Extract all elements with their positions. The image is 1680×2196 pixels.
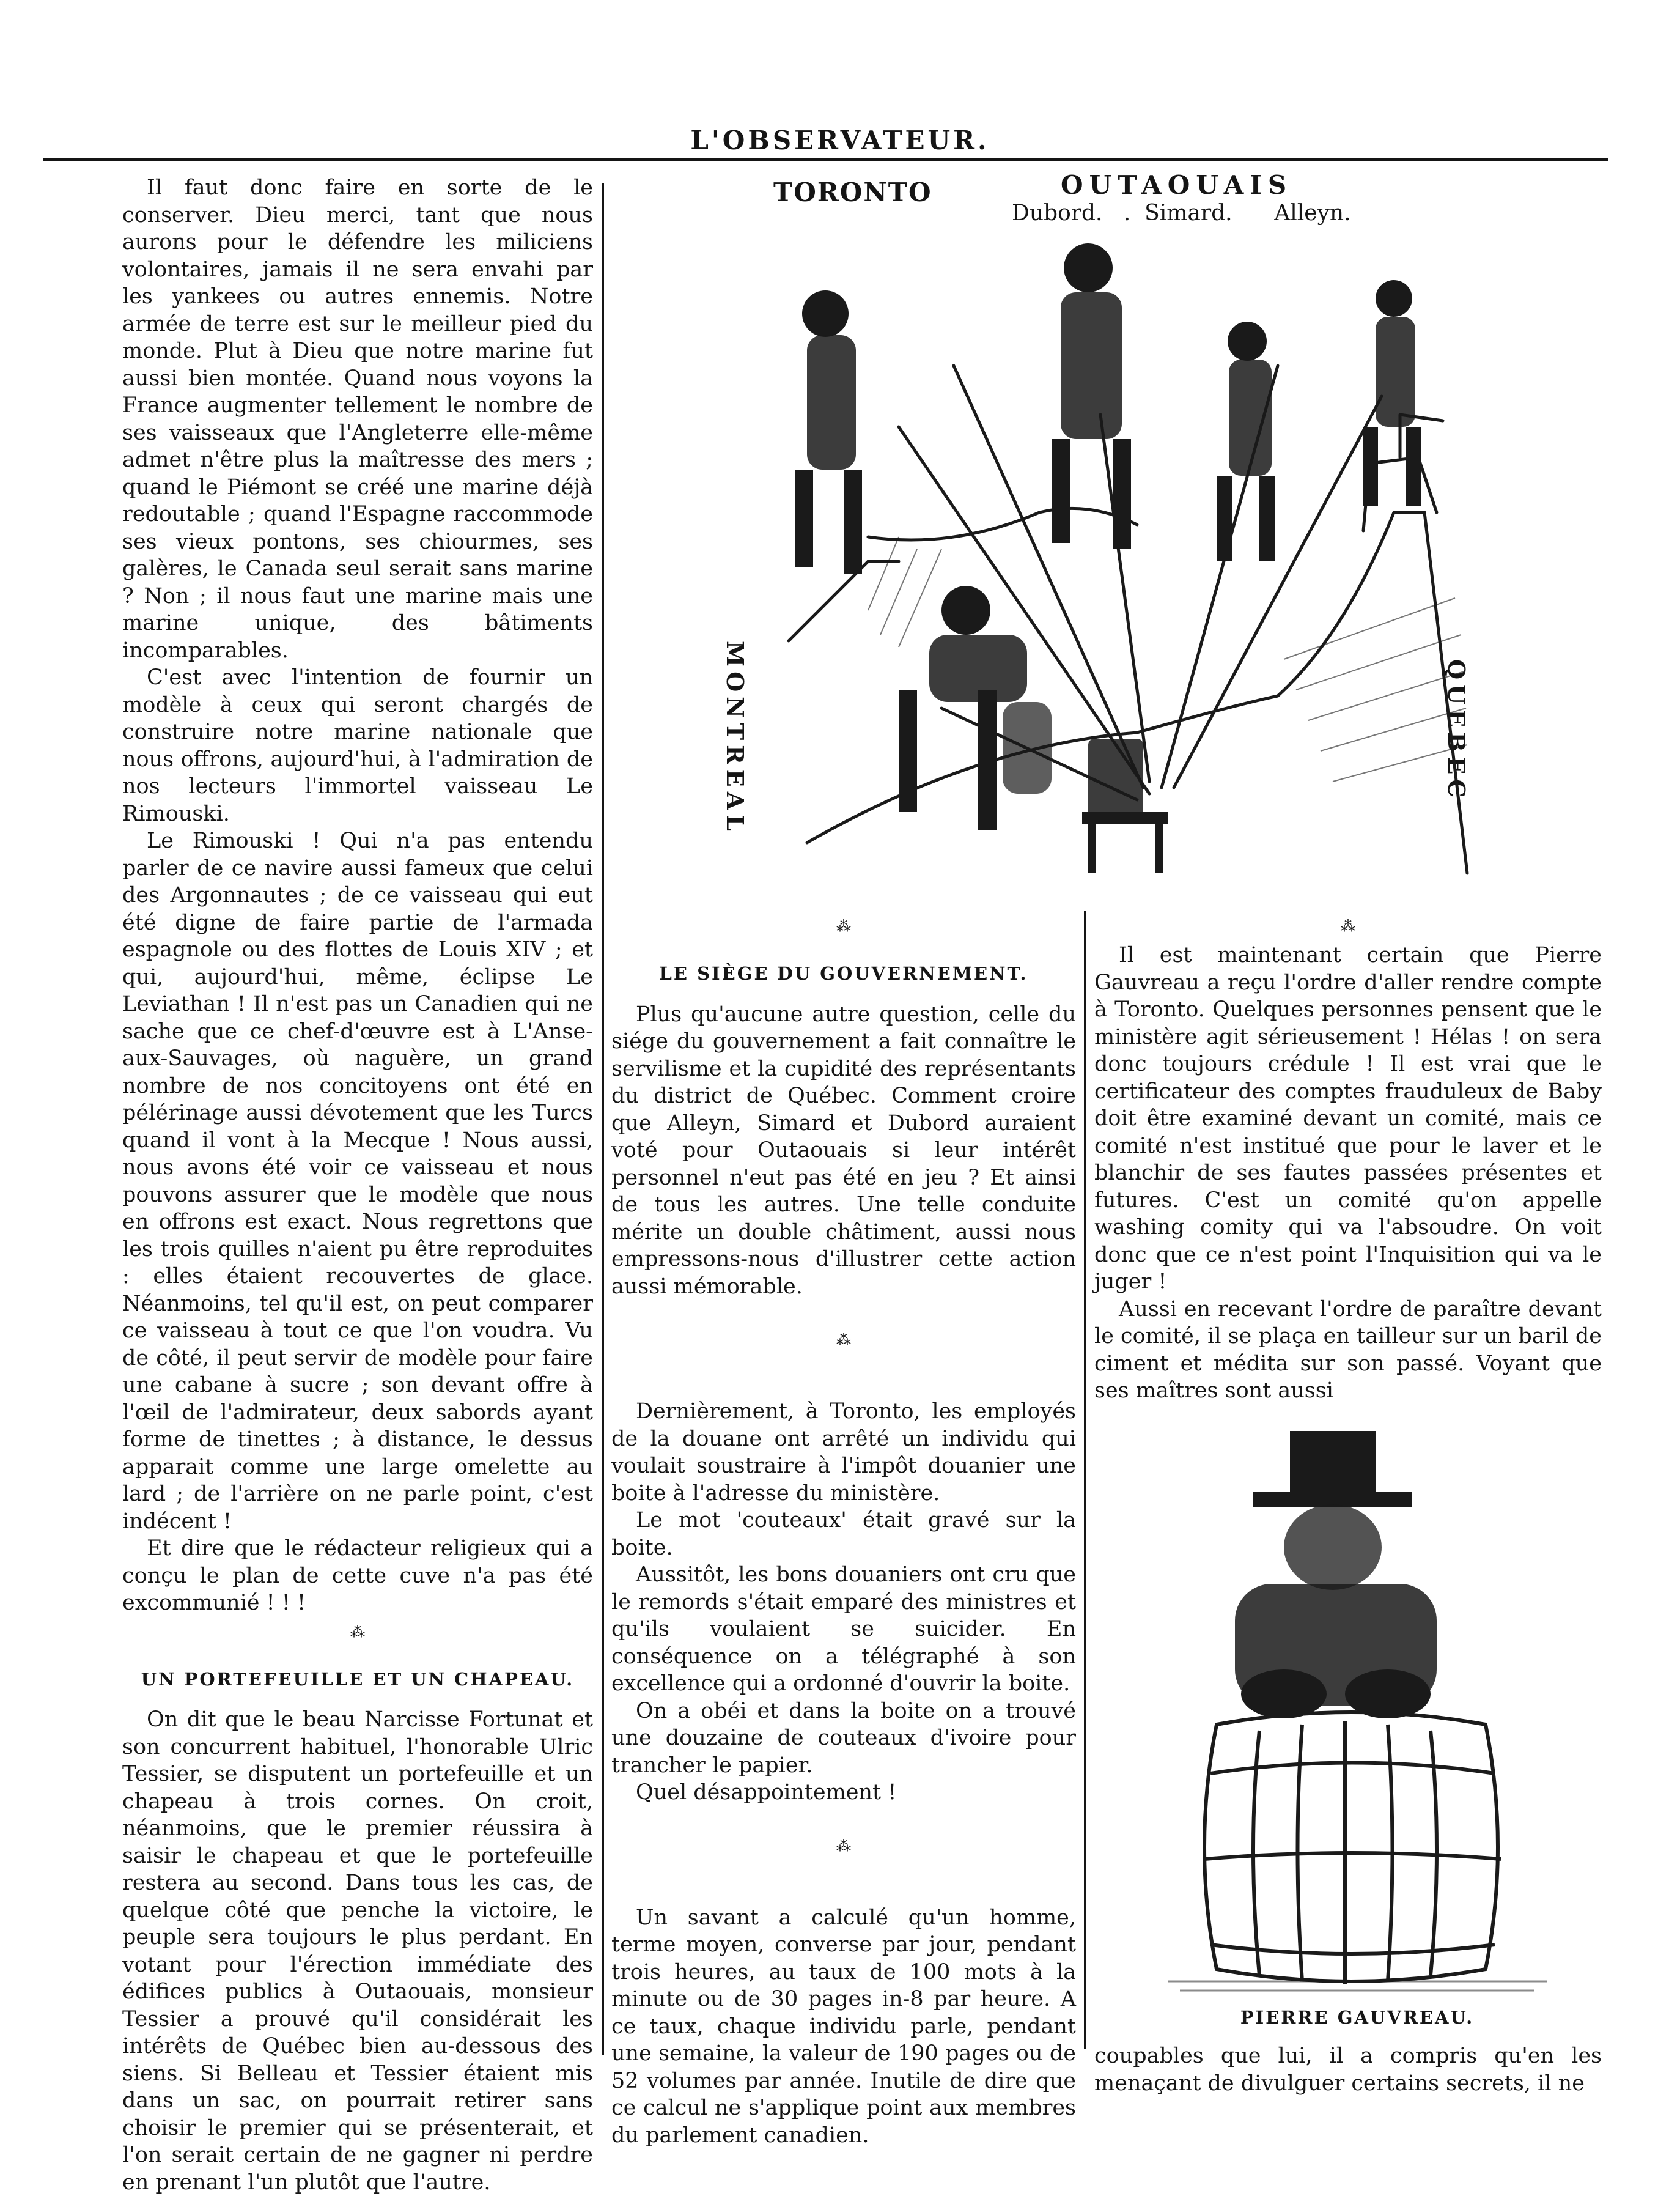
section-separator: ⁂ [836, 918, 851, 935]
paragraph: Aussi en recevant l'ordre de paraître devant le comité, il se plaça en tailleur sur un baril de ciment et médita sur son passé. Voyant que ses maîtres sont aussi [1094, 1296, 1602, 1403]
paragraph: Plus qu'aucune autre question, celle du siége du gouvernement a fait connaître le servilisme et la cupidité des représentants du district de Québec. Comment croire que Alleyn, Simard et Dubord auraient voté pour Outaouais si leur intérêt personnel n'eut pas été en jeu ? Et ainsi de tous les autres. Une telle conduite mérite un double châtiment, aussi nous empressons-nous d'illustrer cette action aussi mémorable. [611, 1002, 1076, 1299]
column-right-continued [1094, 2043, 1602, 2097]
section-separator: ⁂ [836, 1837, 851, 1855]
column-left [122, 174, 593, 2196]
label-quebec: QUEBEC [1443, 659, 1470, 803]
paragraph: Et dire que le rédacteur religieux qui a conçu le plan de cette cuve n'a pas été excommunié ! ! ! [122, 1536, 593, 1615]
column-rule-left [602, 183, 604, 2055]
column-rule-right [1084, 911, 1086, 2049]
cartoon-seat-of-government [611, 170, 1602, 898]
section-heading: UN PORTEFEUILLE ET UN CHAPEAU. [141, 1668, 575, 1690]
section-heading: LE SIÈGE DU GOUVERNEMENT. [659, 963, 1028, 984]
barrel-drawing [1143, 1419, 1571, 1994]
section-separator: ⁂ [350, 1623, 365, 1641]
masthead-title: L'OBSERVATEUR. [690, 125, 990, 155]
label-toronto: TORONTO [773, 177, 932, 207]
paragraph: Le Rimouski ! Qui n'a pas entendu parler de ce navire aussi fameux que celui des Argonnautes ; de ce vaisseau qui eut été digne de faire partie de l'armada espagnole ou des flottes de Louis XIV ; et qui, aujourd'hui, même, éclipse Le Leviathan ! Il n'est pas un Canadien qui ne sache que ce chef-d'œuvre est à L'Anse-aux-Sauvages, où naguère, un grand nombre de nos concitoyens ont été en pélérinage aussi dévotement que les Turcs quand il vont à la Mecque ! Nous aussi, nous avons été voir ce vaisseau et nous pouvons assurer que le modèle que nous en offrons est exact. Nous regrettons que les trois quilles n'aient pu être reproduites : elles étaient recouvertes de glace. Néanmoins, tel qu'il est, on peut comparer ce vaisseau à tout ce que l'on voudra. Vu de côté, il peut servir de modèle pour faire une cabane à sucre ; son devant offre à l'œil de l'admirateur, deux sabords ayant forme de tinettes ; à distance, le dessus apparait comme une large omelette au lard ; de l'arrière on ne parle point, c'est indécent ! [122, 829, 593, 1534]
paragraph: Aussitôt, les bons douaniers ont cru que le remords s'était emparé des ministres et qu'ils voulaient se suicider. En conséquence on a télégraphé à son excellence qui a ordonné d'ouvrir la boite. [611, 1562, 1076, 1696]
figure-caption: PIERRE GAUVREAU. [1240, 2007, 1475, 2028]
illustration-man-on-barrel [1143, 1419, 1571, 1994]
column-right [1094, 917, 1602, 1405]
column-middle [611, 917, 1076, 2149]
paragraph: Il est maintenant certain que Pierre Gauvreau a reçu l'ordre d'aller rendre compte à Toronto. Quelques personnes pensent que le ministère agit sérieusement ! Hélas ! on sera donc toujours crédule ! Il est vrai que le certificateur des comptes frauduleux de Baby doit être examiné devant un comité, mais ce comité n'est institué que pour le laver et le blanchir de ses fautes passées présentes et futures. C'est un comité qu'on appelle washing comity qui va l'absoudre. On voit donc que ce n'est point l'Inquisition qui va le juger ! [1094, 943, 1602, 1294]
cartoon-drawing [611, 170, 1602, 898]
paragraph: Dernièrement, à Toronto, les employés de la douane ont arrêté un individu qui voulait soustraire à l'impôt douanier une boite à l'adresse du ministère. [611, 1399, 1076, 1506]
paragraph: Le mot 'couteaux' était gravé sur la boite. [611, 1508, 1076, 1560]
section-separator: ⁂ [1341, 918, 1355, 935]
paragraph: On dit que le beau Narcisse Fortunat et son concurrent habituel, l'honorable Ulric Tessier, se disputent un portefeuille et un chapeau à trois cornes. On croit, néanmoins, que le premier réussira à saisir le chapeau et que le portefeuille restera au second. Dans tous les cas, de quelque côté que penche la victoire, le peuple sera toujours le plus perdant. En votant pour l'érection immédiate des édifices publics à Outaouais, monsieur Tessier a prouvé qu'il considérait les intérêts de Québec bien au-dessous des siens. Si Belleau et Tessier étaient mis dans un sac, on pourrait retirer sans choisir le premier qui se présenterait, et l'on serait certain de ne gagner ni perdre en prenant l'un plutôt que l'autre. [122, 1707, 593, 2195]
label-outaouais: OUTAOUAIS [1061, 170, 1293, 200]
header-rule [43, 158, 1608, 161]
paragraph: Un savant a calculé qu'un homme, terme moyen, converse par jour, pendant trois heures, au taux de 100 mots à la minute ou de 30 pages in-8 par heure. A ce taux, chaque individu parle, pendant une semaine, la valeur de 190 pages ou de 52 volumes par année. Inutile de dire que ce calcul ne s'applique point aux membres du parlement canadien. [611, 1905, 1076, 2148]
paragraph: On a obéi et dans la boite on a trouvé une douzaine de couteaux d'ivoire pour trancher le papier. [611, 1698, 1076, 1778]
label-names: Dubord. . Simard. Alleyn. [1012, 201, 1351, 226]
label-montreal: MONTREAL [721, 641, 749, 836]
paragraph: coupables que lui, il a compris qu'en les menaçant de divulguer certains secrets, il ne [1094, 2044, 1602, 2096]
paragraph: C'est avec l'intention de fournir un modèle à ceux qui seront chargés de construire notre marine nationale que nous offrons, aujourd'hui, à l'admiration de nos lecteurs l'immortel vaisseau Le Rimouski. [122, 665, 593, 826]
paragraph: Il faut donc faire en sorte de le conserver. Dieu merci, tant que nous aurons pour le défendre les miliciens volontaires, jamais il ne sera envahi par les yankees ou autres ennemis. Notre armée de terre est sur le meilleur pied du monde. Plut à Dieu que notre marine fut aussi bien montée. Quand nous voyons la France augmenter tellement le nombre de ses vaisseaux que l'Angleterre elle-même admet n'être plus la maîtresse des mers ; quand le Piémont se créé une marine déjà redoutable ; quand l'Espagne raccommode ses vieux pontons, ses chiourmes, ses galères, le Canada seul serait sans marine ? Non ; il nous faut une marine mais une marine unique, des bâtiments incomparables. [122, 176, 593, 663]
section-separator: ⁂ [836, 1331, 851, 1348]
paragraph: Quel désappointement ! [636, 1780, 897, 1805]
